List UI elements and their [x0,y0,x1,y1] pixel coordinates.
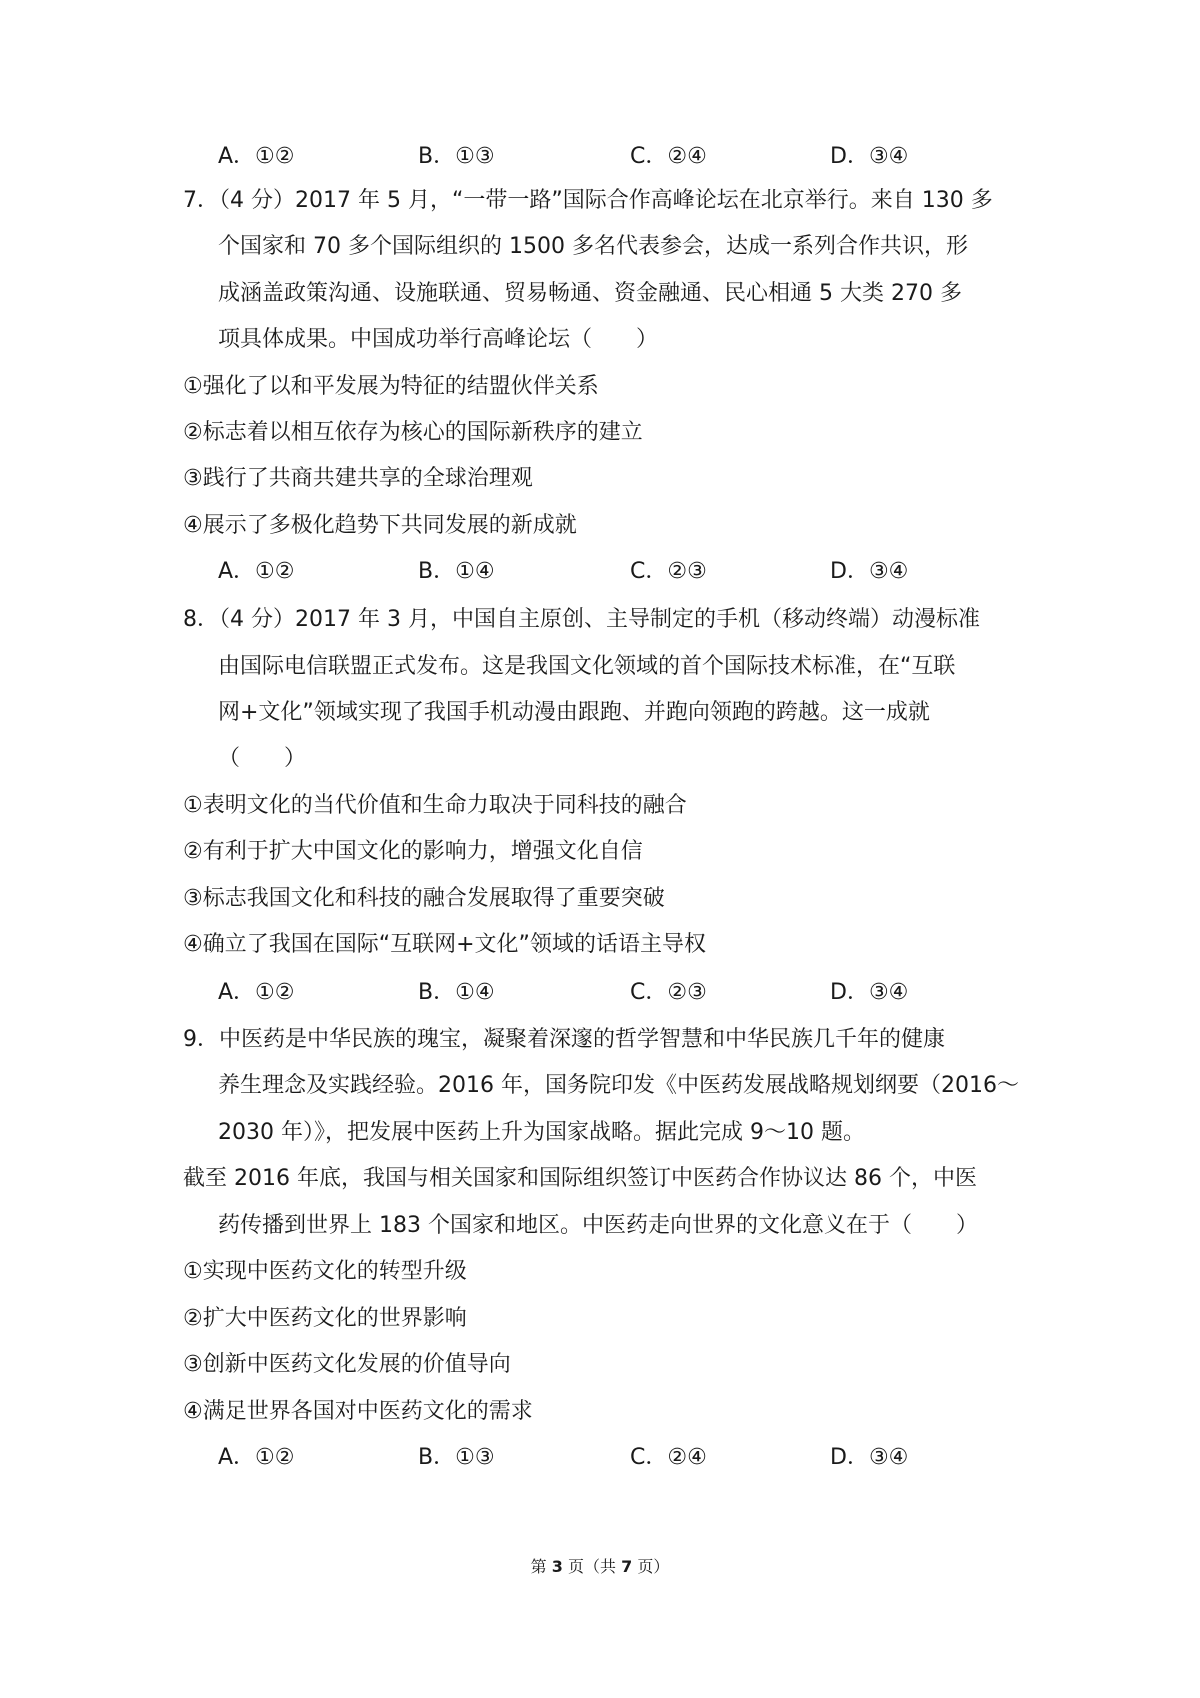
q7-stem-line: 项具体成果。中国成功举行高峰论坛（ ） [218,327,659,352]
page-footer [0,1555,1200,1579]
q7-statement: ①强化了以和平发展为特征的结盟伙伴关系 [183,374,599,399]
footer-prefix: 第 [530,1557,552,1576]
option-a: A．①② [218,559,295,584]
q9-stem-line: 截至 2016 年底，我国与相关国家和国际组织签订中医药合作协议达 86 个，中医 [183,1166,977,1191]
option-b: B．①④ [418,980,495,1005]
q8-stem-line: 8．（4 分）2017 年 3 月，中国自主原创、主导制定的手机（移动终端）动漫标准 [183,607,980,632]
q9-statement: ④满足世界各国对中医药文化的需求 [183,1399,533,1424]
q7-stem-line: 成涵盖政策沟通、设施联通、贸易畅通、资金融通、民心相通 5 大类 270 多 [218,281,962,306]
option-d: D．③④ [830,980,909,1005]
option-a: A．①② [218,1445,295,1470]
q7-statement: ③践行了共商共建共享的全球治理观 [183,466,533,491]
q9-options [218,1443,978,1473]
option-c: C．②③ [630,559,707,584]
q6-options [218,142,978,172]
option-c: C．②④ [630,144,707,169]
q8-statement: ①表明文化的当代价值和生命力取决于同科技的融合 [183,793,687,818]
option-c: C．②④ [630,1445,707,1470]
q8-stem-line: 由国际电信联盟正式发布。这是我国文化领域的首个国际技术标准，在“互联 [218,654,956,679]
q8-statement: ④确立了我国在国际“互联网+文化”领域的话语主导权 [183,932,706,957]
footer-middle: 页（共 [562,1557,622,1576]
footer-suffix: 页） [632,1557,670,1576]
q9-statement: ③创新中医药文化发展的价值导向 [183,1352,511,1377]
option-c: C．②③ [630,980,707,1005]
option-b: B．①③ [418,1445,495,1470]
q7-stem-line: 个国家和 70 多个国际组织的 1500 多名代表参会，达成一系列合作共识，形 [218,234,968,259]
q8-stem-line: 网+文化”领域实现了我国手机动漫由跟跑、并跑向领跑的跨越。这一成就 [218,700,930,725]
option-a: A．①② [218,980,295,1005]
q7-statement: ②标志着以相互依存为核心的国际新秩序的建立 [183,420,643,445]
q7-statement: ④展示了多极化趋势下共同发展的新成就 [183,513,577,538]
q9-intro-line: 9．中医药是中华民族的瑰宝，凝聚着深邃的哲学智慧和中华民族几千年的健康 [183,1027,945,1052]
total-page-count: 7 [621,1557,633,1576]
q9-intro-line: 2030 年）》，把发展中医药上升为国家战略。据此完成 9～10 题。 [218,1120,865,1145]
option-b: B．①③ [418,144,495,169]
q9-statement: ②扩大中医药文化的世界影响 [183,1306,467,1331]
q8-statement: ②有利于扩大中国文化的影响力，增强文化自信 [183,839,643,864]
q9-intro-line: 养生理念及实践经验。2016 年，国务院印发《中医药发展战略规划纲要（2016～ [218,1073,1019,1098]
q9-stem-line: 药传播到世界上 183 个国家和地区。中医药走向世界的文化意义在于（ ） [218,1213,978,1238]
q8-statement: ③标志我国文化和科技的融合发展取得了重要突破 [183,886,665,911]
q9-statement: ①实现中医药文化的转型升级 [183,1259,467,1284]
q7-options [218,557,978,587]
option-d: D．③④ [830,144,909,169]
option-d: D．③④ [830,559,909,584]
option-d: D．③④ [830,1445,909,1470]
q8-options [218,978,978,1008]
option-b: B．①④ [418,559,495,584]
option-a: A．①② [218,144,295,169]
current-page-number: 3 [551,1557,563,1576]
q7-stem-line: 7．（4 分）2017 年 5 月，“一带一路”国际合作高峰论坛在北京举行。来自 130 多 [183,188,993,213]
q8-stem-line: （ ） [218,746,307,771]
